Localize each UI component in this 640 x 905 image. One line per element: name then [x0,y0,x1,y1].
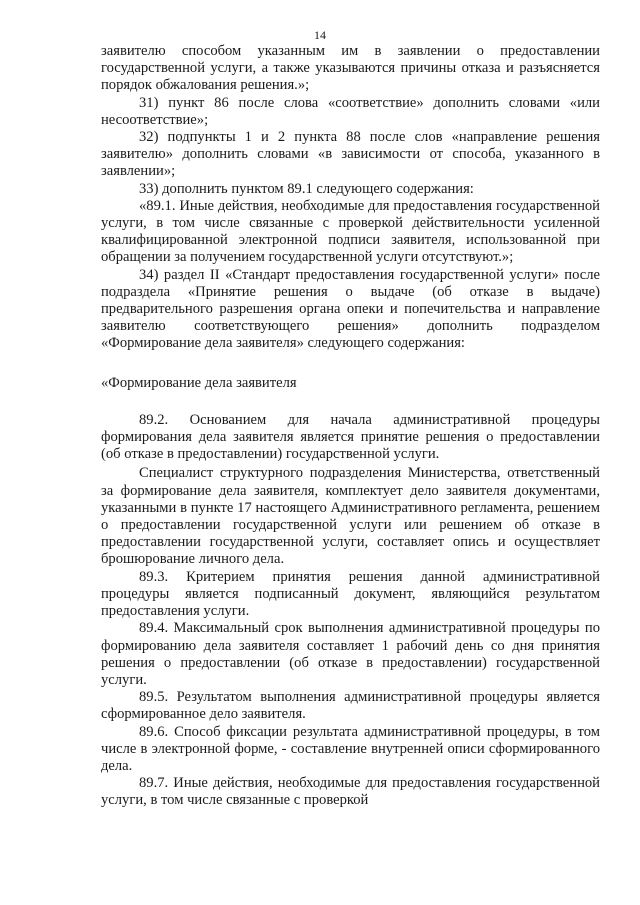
paragraph-clause-89-1: «89.1. Иные действия, необходимые для предоставления государственной услуги, в том числе связанные с проверкой действительности усиленной квалифицированной электронной подписи заявителя, использованной при обращении за получением государственной услуги отсутствуют.»; [101,197,600,266]
paragraph-continuation: заявителю способом указанным им в заявлении о предоставлении государственной услуги, а также указываются причины отказа и разъясняется порядок обжалования решения.»; [101,43,600,94]
paragraph-specialist: Специалист структурного подразделения Министерства, ответственный за формирование дела заявителя, комплектует дело заявителя документами, указанными в пункте 17 настоящего Административного регламента, решением о предоставлении государственной услуги или решением об отказе в предоставлении государственной услуги, составляет опись и осуществляет брошюрование личного дела. [101,465,600,568]
paragraph-clause-89-4: 89.4. Максимальный срок выполнения административной процедуры по формированию дела заявителя составляет 1 рабочий день со дня принятия решения о предоставлении (об отказе в предоставлении) государственной услуги. [101,620,600,688]
paragraph-clause-89-5: 89.5. Результатом выполнения административной процедуры является сформированное дело заявителя. [101,689,600,723]
document-body [101,43,600,810]
paragraph-item-32: 32) подпункты 1 и 2 пункта 88 после слов «направление решения заявителю» дополнить словами «в зависимости от способа, указанного в заявлении»; [101,129,600,180]
paragraph-item-34: 34) раздел II «Стандарт предоставления государственной услуги» после подраздела «Принятие решения о выдаче (об отказе в выдаче) предварительного разрешения органа опеки и попечительства и направление заявителю соответствующего решения» дополнить подразделом «Формирование дела заявителя» следующего содержания: [101,266,600,352]
section-heading: «Формирование дела заявителя [101,374,297,391]
paragraph-clause-89-7: 89.7. Иные действия, необходимые для предоставления государственной услуги, в том числе связанные с проверкой [101,775,600,809]
paragraph-clause-89-2: 89.2. Основанием для начала административной процедуры формирования дела заявителя является принятие решения о предоставлении (об отказе в предоставлении) государственной услуги. [101,411,600,463]
paragraph-clause-89-3: 89.3. Критерием принятия решения данной административной процедуры является подписанный документ, являющийся результатом предоставления услуги. [101,568,600,620]
paragraph-item-33: 33) дополнить пунктом 89.1 следующего содержания: [139,180,474,197]
paragraph-item-31: 31) пункт 86 после слова «соответствие» дополнить словами «или несоответствие»; [101,94,600,128]
paragraph-clause-89-6: 89.6. Способ фиксации результата административной процедуры, в том числе в электронной форме, - составление внутренней описи сформированного дела. [101,723,600,774]
page-number: 14 [314,28,326,42]
